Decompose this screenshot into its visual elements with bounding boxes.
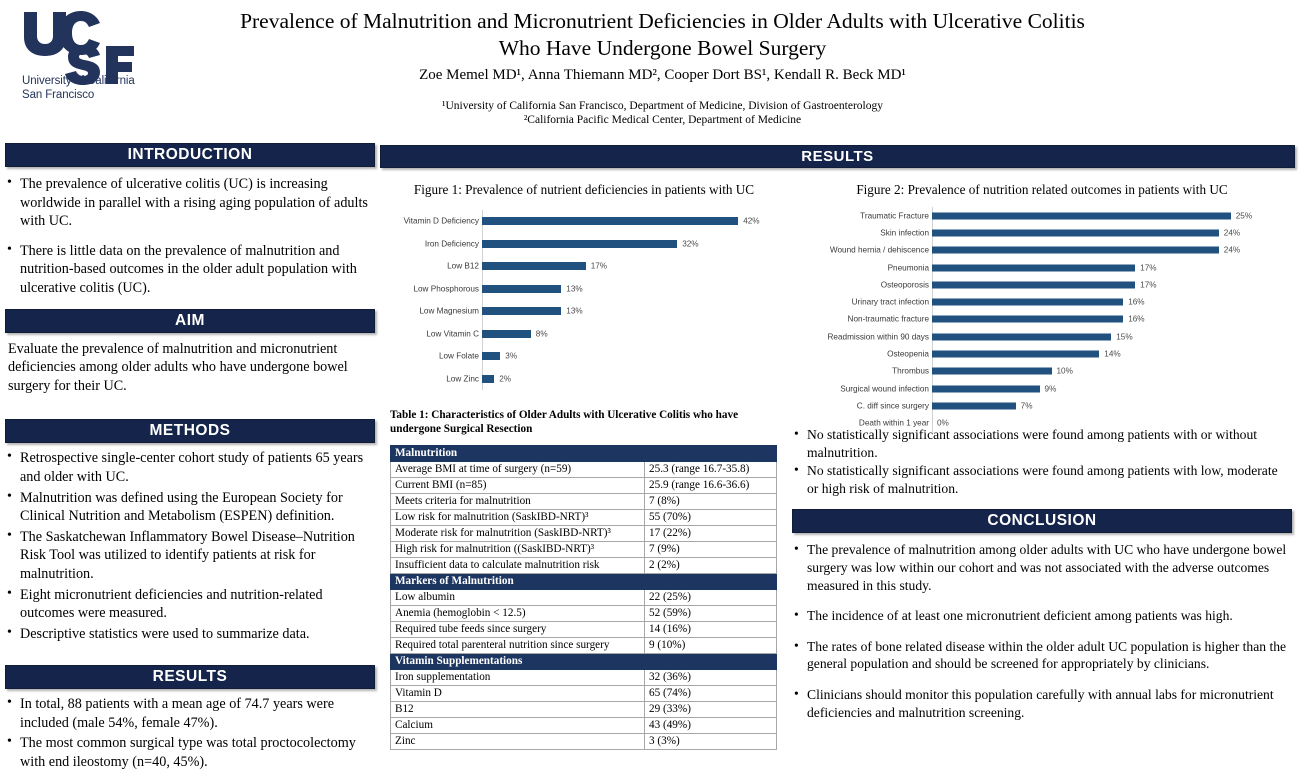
- logo-sub-line1: University of California: [22, 75, 135, 87]
- bar-row: [792, 380, 1292, 397]
- table-cell-value: 43 (49%): [645, 718, 777, 734]
- bar-category-label: Surgical wound infection: [840, 384, 929, 394]
- table-cell-value: 7 (9%): [645, 542, 777, 558]
- bar: [932, 351, 1099, 358]
- list-item: • Eight micronutrient deficiencies and nutrition-related outcomes were measured.: [5, 586, 375, 623]
- bar-value-label: 9%: [1044, 384, 1057, 394]
- list-item: • Descriptive statistics were used to summarize data.: [5, 625, 375, 644]
- section-header-results-left: RESULTS: [5, 665, 375, 689]
- bar: [932, 229, 1219, 236]
- bar-value-label: 13%: [566, 306, 583, 316]
- table-cell-label: Current BMI (n=85): [391, 478, 645, 494]
- bar-row: [792, 276, 1292, 293]
- poster-header: [0, 0, 1299, 142]
- bar: [932, 368, 1052, 375]
- bar-category-label: Death within 1 year: [858, 418, 929, 428]
- bar-category-label: Non-traumatic fracture: [847, 314, 929, 324]
- bar-row: [792, 397, 1292, 414]
- bar-category-label: Osteopenia: [887, 349, 929, 359]
- list-item: • The prevalence of malnutrition among older adults with UC who have undergone bowel surgery was low within our cohort and was not associated with the adverse outcomes measured in this study.: [792, 541, 1292, 594]
- list-item: • The rates of bone related disease within the older adult UC population is higher than the general population and should be screened for appropriately by clinicians.: [792, 638, 1292, 673]
- bar-value-label: 17%: [1140, 280, 1157, 290]
- bar-category-label: Urinary tract infection: [851, 297, 929, 307]
- table-row: [391, 478, 777, 494]
- affiliation-2: ²California Pacific Medical Center, Department of Medicine: [523, 114, 802, 126]
- figure-1-chart: [388, 210, 780, 390]
- bar-row: [792, 311, 1292, 328]
- list-item: • The prevalence of ulcerative colitis (UC) is increasing worldwide in parallel with a rising aging population of adults with UC.: [5, 175, 375, 231]
- table-cell-value: 3 (3%): [645, 734, 777, 750]
- table-cell-value: 29 (33%): [645, 702, 777, 718]
- table-row: [391, 622, 777, 638]
- author-list: Zoe Memel MD¹, Anna Thiemann MD², Cooper Dort BS¹, Kendall R. Beck MD¹: [419, 67, 906, 83]
- introduction-bullets: [5, 175, 375, 298]
- section-header-results-main: RESULTS: [380, 145, 1295, 168]
- bar: [482, 285, 561, 293]
- bar-category-label: Pneumonia: [887, 263, 929, 273]
- bar-value-label: 0%: [937, 418, 949, 428]
- bar-value-label: 14%: [1104, 349, 1121, 359]
- table-row: [391, 590, 777, 606]
- bar: [932, 281, 1135, 288]
- table-cell-value: [645, 574, 777, 590]
- bar-category-label: Wound hernia / dehiscence: [829, 245, 929, 255]
- table-cell-label: Zinc: [391, 734, 645, 750]
- bar: [482, 375, 494, 383]
- bar-row: [792, 242, 1292, 259]
- conclusion-bullets: [792, 541, 1292, 721]
- bar-category-label: Low Folate: [438, 351, 479, 361]
- table-row: [391, 542, 777, 558]
- bar-value-label: 25%: [1235, 211, 1253, 221]
- bar-row: [388, 300, 780, 323]
- bar-category-label: Vitamin D Deficiency: [403, 216, 479, 226]
- bar: [932, 247, 1219, 254]
- table-cell-value: 17 (22%): [645, 526, 777, 542]
- ucsf-logo: [22, 10, 172, 102]
- bar: [482, 217, 738, 225]
- table-group-row: [391, 446, 777, 462]
- bar-value-label: 24%: [1223, 228, 1241, 238]
- bar: [482, 240, 677, 248]
- bar-row: [792, 345, 1292, 362]
- bar-category-label: Readmission within 90 days: [827, 332, 929, 342]
- figure-1: [388, 182, 780, 390]
- aim-text: Evaluate the prevalence of malnutrition and micronutrient deficiencies among older adults who have undergone bowel surgery for their UC.: [8, 340, 348, 394]
- list-item: • The most common surgical type was total proctocolectomy with end ileostomy (n=40, 45%).: [5, 734, 375, 771]
- bar-category-label: Skin infection: [880, 228, 929, 238]
- table-cell-label: Average BMI at time of surgery (n=59): [391, 462, 645, 478]
- bar-value-label: 17%: [590, 261, 608, 271]
- bar-value-label: 32%: [682, 239, 699, 249]
- table-cell-label: Calcium: [391, 718, 645, 734]
- bar-category-label: Thrombus: [892, 366, 929, 376]
- table-cell-value: 25.3 (range 16.7-35.8): [645, 462, 777, 478]
- table-group-row: [391, 654, 777, 670]
- table-row: [391, 526, 777, 542]
- list-item: • The Saskatchewan Inflammatory Bowel Disease–Nutrition Risk Tool was utilized to identify patients at risk for malnutrition.: [5, 528, 375, 584]
- logo-sub-line2: San Francisco: [22, 88, 95, 101]
- bar-category-label: Low Zinc: [446, 374, 479, 384]
- bar-row: [388, 233, 780, 256]
- table-cell-label: Moderate risk for malnutrition (SaskIBD-NRT)³: [391, 526, 645, 542]
- figure-2-chart: [792, 207, 1292, 432]
- bar-value-label: 16%: [1128, 297, 1145, 307]
- bar-category-label: C. diff since surgery: [856, 401, 929, 411]
- bar-value-label: 13%: [566, 284, 583, 294]
- table-cell-label: Insufficient data to calculate malnutrition risk: [391, 558, 645, 574]
- table-row: [391, 558, 777, 574]
- title-block: [185, 8, 1140, 127]
- table-cell-value: 32 (36%): [645, 670, 777, 686]
- bar-value-label: 3%: [505, 351, 518, 361]
- table-cell-label: Meets criteria for malnutrition: [391, 494, 645, 510]
- list-item: • No statistically significant associations were found among patients with low, moderate or high risk of malnutrition.: [792, 462, 1292, 497]
- figure-1-caption: Figure 1: Prevalence of nutrient deficiencies in patients with UC: [413, 182, 755, 197]
- bar-row: [388, 210, 780, 233]
- table-cell-label: Markers of Malnutrition: [391, 574, 645, 590]
- figure-2: [792, 182, 1292, 432]
- table-cell-label: Vitamin Supplementations: [391, 654, 645, 670]
- table-cell-value: 14 (16%): [645, 622, 777, 638]
- affiliations: [185, 99, 1140, 127]
- table-row: [391, 718, 777, 734]
- bar-row: [792, 259, 1292, 276]
- bar-category-label: Low Phosphorous: [413, 284, 479, 294]
- methods-bullets: [5, 449, 375, 643]
- table-cell-value: 52 (59%): [645, 606, 777, 622]
- bar-category-label: Low B12: [447, 261, 479, 271]
- logo-subtitle: [22, 75, 172, 102]
- table-cell-value: 65 (74%): [645, 686, 777, 702]
- table-cell-label: Low risk for malnutrition (SaskIBD-NRT)³: [391, 510, 645, 526]
- table-1: [390, 445, 777, 750]
- bar-row: [792, 224, 1292, 241]
- bar-value-label: 10%: [1056, 366, 1073, 376]
- bar: [482, 330, 531, 338]
- bar-row: [792, 294, 1292, 311]
- bar-value-label: 24%: [1223, 245, 1241, 255]
- table-cell-label: Required total parenteral nutrition since surgery: [391, 638, 645, 654]
- bar-value-label: 16%: [1128, 314, 1145, 324]
- results-left-bullets: [5, 695, 375, 771]
- bar-value-label: 42%: [743, 216, 760, 226]
- bar-value-label: 8%: [535, 329, 548, 339]
- left-column: [5, 143, 375, 774]
- table-row: [391, 686, 777, 702]
- bar-row: [388, 255, 780, 278]
- table-cell-value: [645, 654, 777, 670]
- list-item: • The incidence of at least one micronutrient deficient among patients was high.: [792, 607, 1292, 625]
- bar-row: [792, 363, 1292, 380]
- section-header-methods: METHODS: [5, 419, 375, 443]
- table-cell-value: 2 (2%): [645, 558, 777, 574]
- table-cell-label: Iron supplementation: [391, 670, 645, 686]
- bar: [482, 262, 586, 270]
- right-column: [792, 424, 1292, 734]
- table-cell-label: Anemia (hemoglobin < 12.5): [391, 606, 645, 622]
- table-cell-value: 55 (70%): [645, 510, 777, 526]
- bar-value-label: 2%: [499, 374, 512, 384]
- bar: [932, 333, 1111, 340]
- table-cell-value: 22 (25%): [645, 590, 777, 606]
- bar-row: [388, 278, 780, 301]
- figure-2-caption: Figure 2: Prevalence of nutrition related outcomes in patients with UC: [856, 182, 1228, 197]
- bar: [932, 264, 1135, 271]
- bar-row: [792, 328, 1292, 345]
- table-cell-label: High risk for malnutrition ((SaskIBD-NRT)³: [391, 542, 645, 558]
- bar: [482, 307, 561, 315]
- table-row: [391, 462, 777, 478]
- table-row: [391, 494, 777, 510]
- list-item: • Clinicians should monitor this population carefully with annual labs for micronutrient deficiencies and malnutrition screening.: [792, 686, 1292, 721]
- table-cell-value: 7 (8%): [645, 494, 777, 510]
- bar-value-label: 17%: [1140, 263, 1157, 273]
- table-1-caption: Table 1: Characteristics of Older Adults with Ulcerative Colitis who have undergone Surgical Resection: [390, 409, 739, 435]
- section-header-aim: AIM: [5, 309, 375, 333]
- table-cell-value: [645, 446, 777, 462]
- bar-category-label: Low Magnesium: [419, 306, 479, 316]
- section-header-conclusion: CONCLUSION: [792, 509, 1292, 533]
- table-1-block: [390, 409, 777, 750]
- bar-category-label: Traumatic Fracture: [860, 211, 929, 221]
- table-row: [391, 734, 777, 750]
- list-item: • No statistically significant associations were found among patients with or without malnutrition.: [792, 426, 1292, 461]
- affiliation-1: ¹University of California San Francisco, Department of Medicine, Division of Gastroenterology: [442, 100, 883, 112]
- table-cell-label: Vitamin D: [391, 686, 645, 702]
- title-line-2: Who Have Undergone Bowel Surgery: [498, 36, 827, 60]
- bar: [482, 352, 500, 360]
- bar: [932, 299, 1123, 306]
- table-1-body: [391, 446, 777, 750]
- bar-row: [388, 368, 780, 391]
- list-item: • There is little data on the prevalence of malnutrition and nutrition-based outcomes in the older adult population with ulcerative colitis (UC).: [5, 242, 375, 298]
- list-item: • In total, 88 patients with a mean age of 74.7 years were included (male 54%, female 47%).: [5, 695, 375, 732]
- table-row: [391, 606, 777, 622]
- bar-row: [388, 345, 780, 368]
- table-cell-value: 25.9 (range 16.6-36.6): [645, 478, 777, 494]
- table-row: [391, 702, 777, 718]
- page-title: [185, 8, 1140, 62]
- table-cell-label: Low albumin: [391, 590, 645, 606]
- bar: [932, 403, 1016, 410]
- bar: [932, 212, 1231, 219]
- table-row: [391, 670, 777, 686]
- bar-row: [388, 323, 780, 346]
- bar: [932, 385, 1040, 392]
- bar-value-label: 15%: [1116, 332, 1133, 342]
- ucsf-logo-icon: [22, 10, 134, 70]
- table-cell-label: B12: [391, 702, 645, 718]
- bar-value-label: 7%: [1020, 401, 1033, 411]
- table-cell-value: 9 (10%): [645, 638, 777, 654]
- bar-category-label: Low Vitamin C: [426, 329, 479, 339]
- bar-category-label: Osteoporosis: [880, 280, 929, 290]
- table-row: [391, 510, 777, 526]
- section-header-introduction: INTRODUCTION: [5, 143, 375, 167]
- table-cell-label: Malnutrition: [391, 446, 645, 462]
- bar: [932, 316, 1123, 323]
- results-right-bullets: [792, 426, 1292, 497]
- table-cell-label: Required tube feeds since surgery: [391, 622, 645, 638]
- table-group-row: [391, 574, 777, 590]
- table-row: [391, 638, 777, 654]
- list-item: • Retrospective single-center cohort study of patients 65 years and older with UC.: [5, 449, 375, 486]
- bar-row: [792, 207, 1292, 224]
- list-item: • Malnutrition was defined using the European Society for Clinical Nutrition and Metabolism (ESPEN) definition.: [5, 489, 375, 526]
- bar-category-label: Iron Deficiency: [424, 239, 479, 249]
- title-line-1: Prevalence of Malnutrition and Micronutrient Deficiencies in Older Adults with Ulcerative Colitis: [240, 9, 1085, 33]
